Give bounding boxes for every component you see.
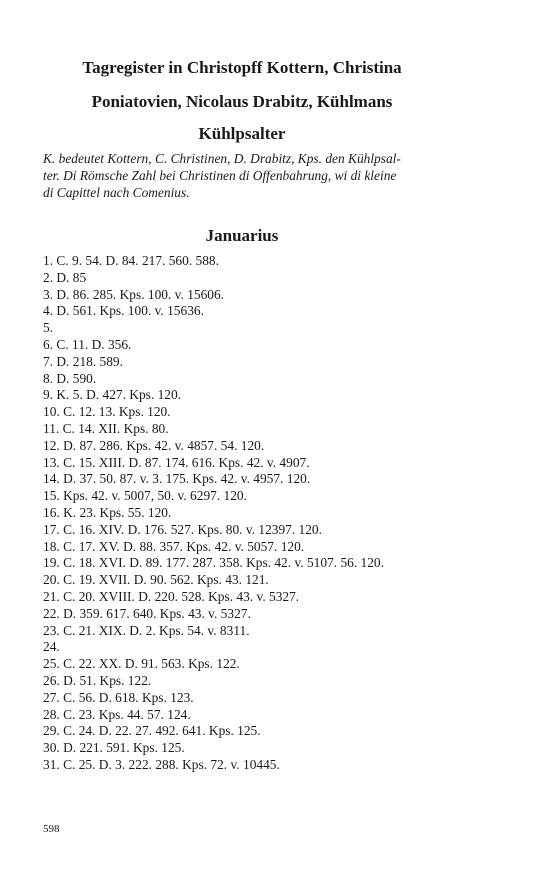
day-entry: 14. D. 37. 50. 87. v. 3. 175. Kps. 42. v. 4957. 120. — [43, 471, 311, 487]
title-line-1: Tagregister in Christopff Kottern, Christina — [82, 58, 402, 77]
page-number: 598 — [43, 823, 60, 835]
day-entry: 9. K. 5. D. 427. Kps. 120. — [43, 387, 181, 403]
day-entry: 22. D. 359. 617. 640. Kps. 43. v. 5327. — [43, 605, 251, 621]
day-entry: 8. D. 590. — [43, 370, 97, 386]
day-entry: 16. K. 23. Kps. 55. 120. — [43, 504, 172, 520]
intro-line: K. bedeutet Kottern, C. Christinen, D. Drabitz, Kps. den Kühlpsal- — [43, 151, 401, 166]
day-entry: 23. C. 21. XIX. D. 2. Kps. 54. v. 8311. — [43, 622, 250, 638]
title-line-2: Poniatovien, Nicolaus Drabitz, Kühlmans — [91, 92, 393, 111]
day-entry: 27. C. 56. D. 618. Kps. 123. — [43, 689, 194, 705]
day-entry: 12. D. 87. 286. Kps. 42. v. 4857. 54. 120. — [43, 437, 265, 453]
day-entry: 26. D. 51. Kps. 122. — [43, 672, 152, 688]
day-entry: 7. D. 218. 589. — [43, 353, 123, 369]
day-entry: 21. C. 20. XVIII. D. 220. 528. Kps. 43. v. 5327. — [43, 588, 300, 604]
day-entry: 5. — [43, 320, 54, 336]
day-entry: 24. — [43, 639, 60, 655]
day-entry: 6. C. 11. D. 356. — [43, 336, 132, 352]
day-entry: 31. C. 25. D. 3. 222. 288. Kps. 72. v. 10445. — [43, 756, 280, 772]
day-entry: 10. C. 12. 13. Kps. 120. — [43, 404, 171, 420]
title-line-3: Kühlpsalter — [198, 124, 286, 143]
intro-paragraph — [43, 150, 463, 201]
day-entry: 30. D. 221. 591. Kps. 125. — [43, 740, 185, 756]
day-entry: 11. C. 14. XII. Kps. 80. — [43, 420, 169, 436]
month-heading: Januarius — [205, 226, 279, 245]
day-entry: 25. C. 22. XX. D. 91. 563. Kps. 122. — [43, 656, 240, 672]
day-entry: 15. Kps. 42. v. 5007, 50. v. 6297. 120. — [43, 488, 247, 504]
day-entry: 3. D. 86. 285. Kps. 100. v. 15606. — [43, 286, 225, 302]
day-entry-list — [43, 253, 384, 774]
day-entry: 28. C. 23. Kps. 44. 57. 124. — [43, 706, 191, 722]
day-entry: 4. D. 561. Kps. 100. v. 15636. — [43, 303, 204, 319]
day-entry: 19. C. 18. XVI. D. 89. 177. 287. 358. Kps. 42. v. 5107. 56. 120. — [43, 555, 384, 571]
day-entry: 18. C. 17. XV. D. 88. 357. Kps. 42. v. 5057. 120. — [43, 538, 305, 554]
day-entry: 2. D. 85 — [43, 269, 87, 285]
day-entry: 29. C. 24. D. 22. 27. 492. 641. Kps. 125. — [43, 723, 261, 739]
day-entry: 1. C. 9. 54. D. 84. 217. 560. 588. — [43, 253, 219, 268]
intro-line: ter. Di Römsche Zahl bei Christinen di Offenbahrung, wi di kleine — [43, 168, 397, 183]
day-entry: 20. C. 19. XVII. D. 90. 562. Kps. 43. 121. — [43, 572, 269, 588]
day-entry: 13. C. 15. XIII. D. 87. 174. 616. Kps. 42. v. 4907. — [43, 454, 310, 470]
intro-line: di Capittel nach Comenius. — [43, 185, 190, 200]
day-entry: 17. C. 16. XIV. D. 176. 527. Kps. 80. v. 12397. 120. — [43, 521, 322, 537]
